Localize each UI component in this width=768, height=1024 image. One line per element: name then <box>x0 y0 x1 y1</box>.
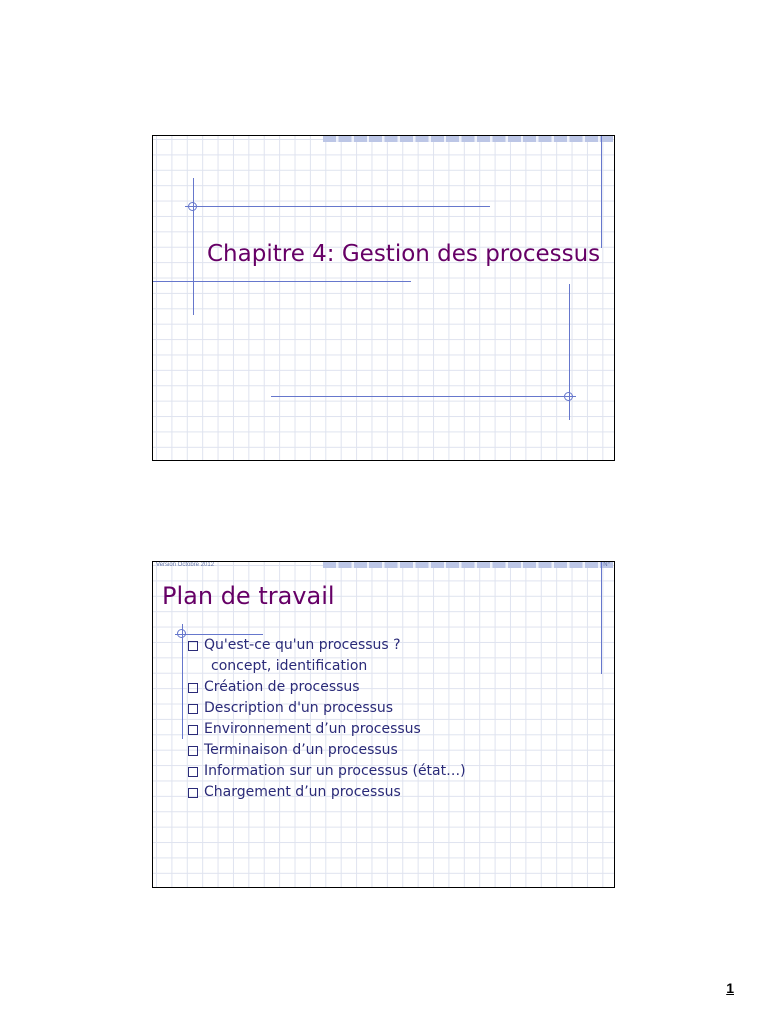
bullet-text: concept, identification <box>211 658 368 674</box>
bullet-item <box>188 740 466 761</box>
decoration-line <box>601 562 602 674</box>
bullet-item <box>188 698 466 719</box>
slide-title: Plan de travail <box>162 582 335 610</box>
page-number: 1 <box>726 980 734 996</box>
decoration-line <box>185 206 490 207</box>
bullet-item <box>188 677 466 698</box>
checkbox-bullet-icon <box>188 725 198 735</box>
bullet-item <box>188 656 466 677</box>
slide-1 <box>152 135 615 461</box>
slide-decoration-band <box>323 562 613 568</box>
bullet-text: Description d'un processus <box>204 700 394 716</box>
checkbox-bullet-icon <box>188 788 198 798</box>
decoration-line <box>601 136 602 248</box>
decoration-line <box>182 624 183 739</box>
decoration-line <box>271 396 576 397</box>
decoration-circle <box>177 629 186 638</box>
slide-decoration-band <box>323 136 613 142</box>
bullet-item <box>188 635 466 656</box>
decoration-circle <box>564 392 573 401</box>
decoration-line <box>193 178 194 315</box>
slide-2 <box>152 561 615 888</box>
bullet-text: Création de processus <box>204 679 360 695</box>
bullet-item <box>188 761 466 782</box>
bullet-list <box>188 635 466 803</box>
bullet-text: Information sur un processus (état…) <box>204 763 466 779</box>
slide-header-number: N° <box>603 562 610 568</box>
bullet-text: Qu'est-ce qu'un processus ? <box>204 637 401 653</box>
checkbox-bullet-icon <box>188 704 198 714</box>
checkbox-bullet-icon <box>188 683 198 693</box>
bullet-item <box>188 782 466 803</box>
slide-header-version: Version Octobre 2012 <box>156 562 215 568</box>
bullet-text: Terminaison d’un processus <box>204 742 398 758</box>
decoration-line <box>153 281 411 282</box>
bullet-item <box>188 719 466 740</box>
checkbox-bullet-icon <box>188 641 198 651</box>
slide-title: Chapitre 4: Gestion des processus <box>207 241 601 267</box>
checkbox-bullet-icon <box>188 767 198 777</box>
decoration-circle <box>188 202 197 211</box>
checkbox-bullet-icon <box>188 746 198 756</box>
bullet-text: Environnement d’un processus <box>204 721 421 737</box>
bullet-text: Chargement d’un processus <box>204 784 401 800</box>
